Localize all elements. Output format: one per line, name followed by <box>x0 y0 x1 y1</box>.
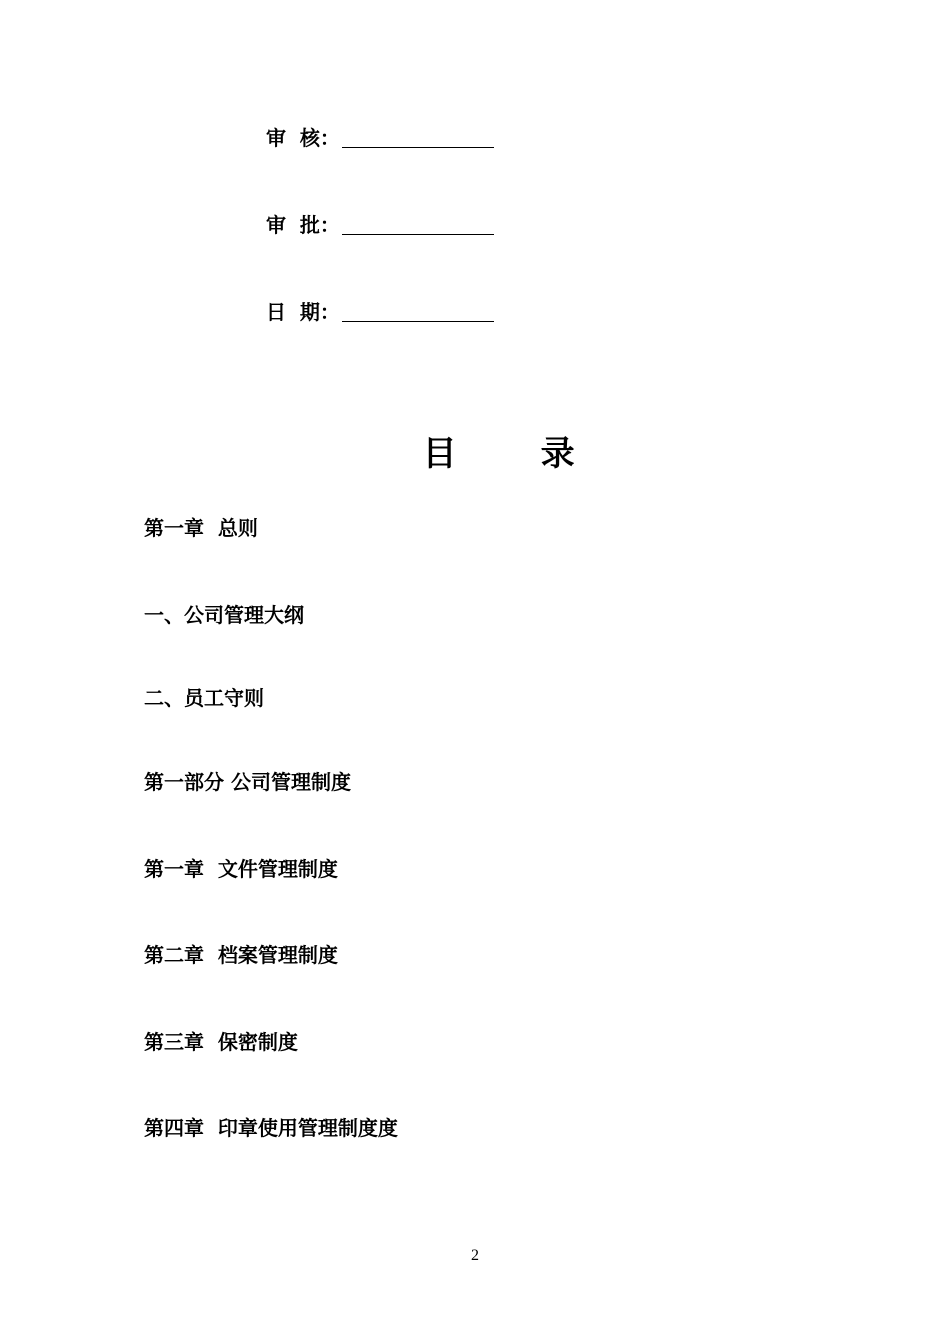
toc-item: 第三章 保密制度 <box>144 1030 298 1054</box>
approve-label: 审 批： <box>266 213 340 237</box>
review-label: 审 核： <box>266 126 340 150</box>
toc-item: 第一部分 公司管理制度 <box>144 770 351 794</box>
review-signature-row <box>266 120 494 150</box>
toc-item: 二、员工守则 <box>144 686 264 710</box>
toc-item: 第一章 文件管理制度 <box>144 857 338 881</box>
page-number: 2 <box>471 1247 479 1264</box>
toc-item: 一、公司管理大纲 <box>144 603 304 627</box>
approve-signature-row <box>266 207 494 237</box>
date-label: 日 期： <box>266 300 340 324</box>
approve-signature-line <box>342 234 494 235</box>
toc-title-part2: 录 <box>540 434 575 474</box>
toc-item: 第一章 总则 <box>144 516 258 540</box>
toc-item: 第四章 印章使用管理制度度 <box>144 1116 398 1140</box>
date-signature-row <box>266 294 494 324</box>
toc-title <box>0 388 950 520</box>
toc-item: 第二章 档案管理制度 <box>144 943 338 967</box>
date-signature-line <box>342 321 494 322</box>
toc-title-part1: 目 <box>422 434 457 474</box>
review-signature-line <box>342 147 494 148</box>
